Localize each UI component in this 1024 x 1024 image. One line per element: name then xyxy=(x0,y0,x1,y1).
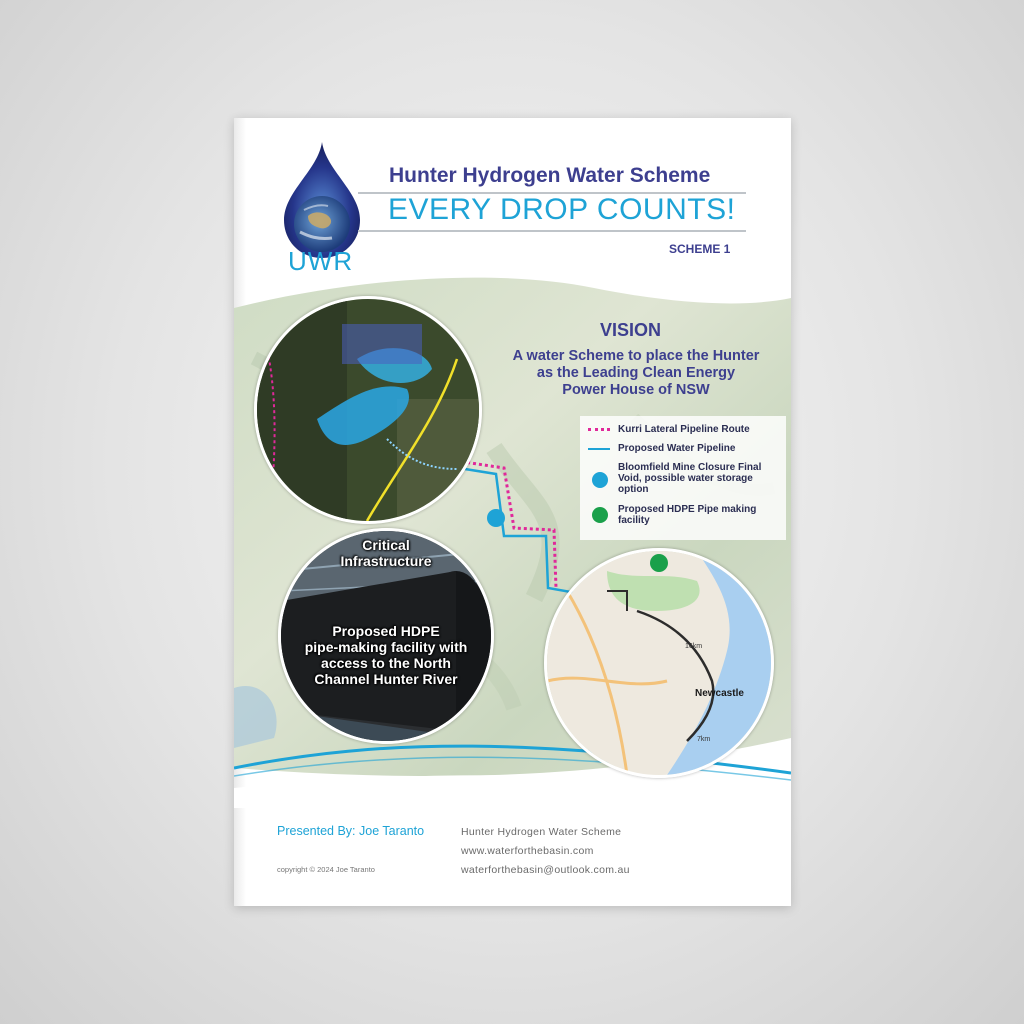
infra-body: Proposed HDPE pipe-making facility with access to the North Channel Hunter River xyxy=(304,623,468,687)
solid-line-icon xyxy=(588,448,610,450)
vision-line-3: Power House of NSW xyxy=(562,382,710,398)
map-distance-16km: 16km xyxy=(685,643,703,650)
contact-title: Hunter Hydrogen Water Scheme xyxy=(461,826,622,838)
map-city-label: Newcastle xyxy=(695,688,744,699)
satellite-image xyxy=(257,299,479,521)
vision-title: VISION xyxy=(600,320,662,340)
contact-email[interactable]: waterforthebasin@outlook.com.au xyxy=(461,864,630,876)
contact-website[interactable]: www.waterforthebasin.com xyxy=(461,845,594,857)
vision-line-2: as the Leading Clean Energy xyxy=(536,365,736,381)
satellite-image-circle xyxy=(254,296,482,524)
copyright: copyright © 2024 Joe Taranto xyxy=(277,865,375,874)
vision-text xyxy=(496,348,776,399)
headline: EVERY DROP COUNTS! xyxy=(388,193,736,226)
city-map xyxy=(547,551,771,775)
page-title: Hunter Hydrogen Water Scheme xyxy=(389,164,711,187)
green-dot-icon xyxy=(592,507,608,523)
blue-dot-icon xyxy=(592,472,608,488)
presented-by: Presented By: Joe Taranto xyxy=(277,824,425,838)
vision-line-1: A water Scheme to place the Hunter xyxy=(512,348,760,364)
dotted-line-icon xyxy=(588,428,610,431)
infra-caption: Critical Infrastructure xyxy=(340,537,432,569)
infrastructure-image-circle xyxy=(278,528,494,744)
city-map-circle xyxy=(544,548,774,778)
map-legend: Kurri Lateral Pipeline Route Proposed Water Pipeline Bloomfield Mine Closure Final Void, possible water storage option Proposed HDPE Pipe making facility xyxy=(580,416,786,540)
logo-text: UWR xyxy=(288,246,354,276)
scheme-label: SCHEME 1 xyxy=(669,242,731,256)
title-rule-bottom xyxy=(358,230,746,232)
brochure-page xyxy=(234,118,791,906)
map-distance-7km: 7km xyxy=(697,736,711,743)
